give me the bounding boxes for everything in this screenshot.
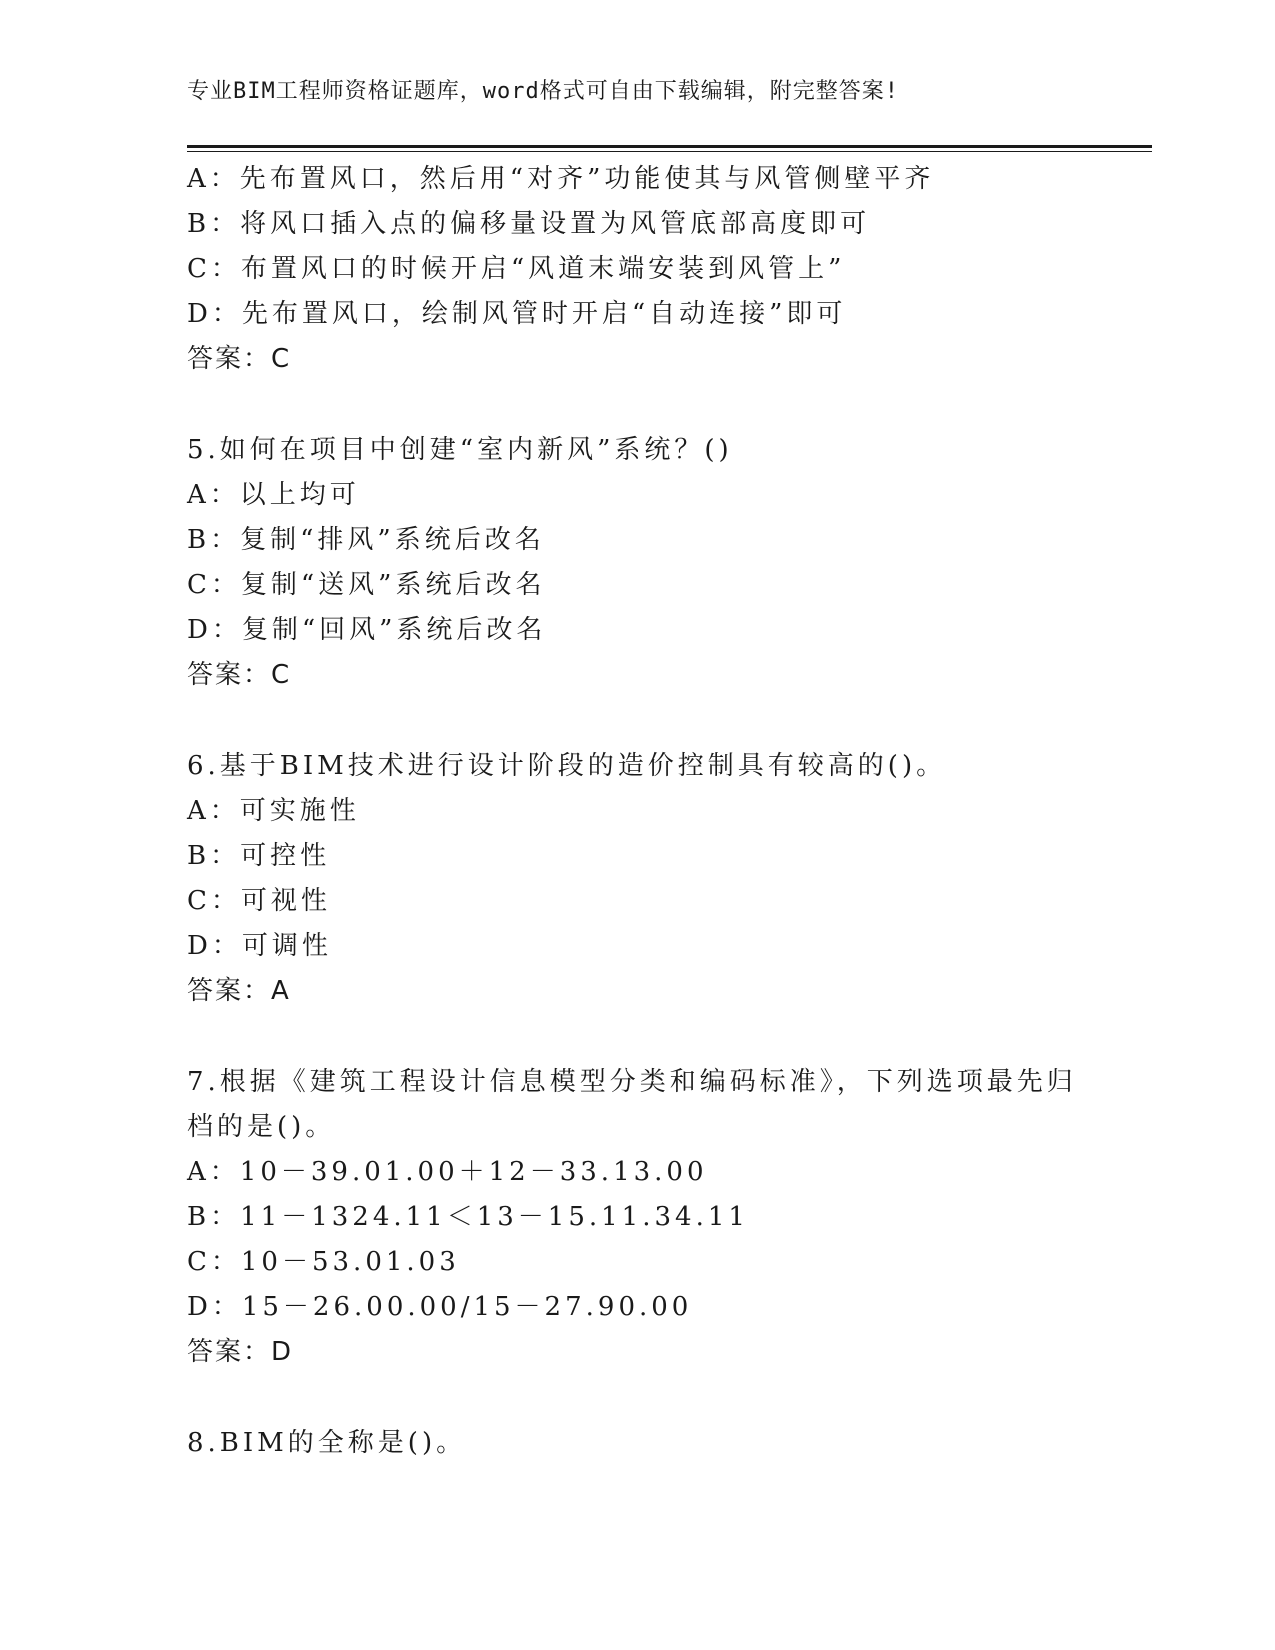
option-b: B：复制“排风”系统后改名 — [187, 525, 545, 555]
option-d: D：15－26.00.00/15－27.90.00 — [187, 1292, 693, 1322]
option-a: A：以上均可 — [187, 480, 360, 510]
answer: 答案：C — [187, 344, 292, 374]
page-header: 专业BIM工程师资格证题库，word格式可自由下载编辑，附完整答案! — [187, 79, 899, 104]
option-c: C：复制“送风”系统后改名 — [187, 570, 546, 600]
question-8 — [187, 1421, 1087, 1466]
option-a: A：10－39.01.00＋12－33.13.00 — [187, 1157, 708, 1187]
question-6 — [187, 744, 1087, 1014]
option-d: D：复制“回风”系统后改名 — [187, 615, 547, 645]
question-text: 5.如何在项目中创建“室内新风”系统？() — [187, 435, 733, 465]
header-rule-thin — [187, 151, 1152, 152]
question-text-line-2: 档的是()。 — [187, 1112, 336, 1142]
answer: 答案：C — [187, 660, 292, 690]
question-5 — [187, 428, 1087, 698]
option-c: C：可视性 — [187, 886, 331, 916]
option-a: A：可实施性 — [187, 796, 360, 826]
question-list — [187, 157, 1087, 1466]
option-d: D：先布置风口，绘制风管时开启“自动连接”即可 — [187, 299, 847, 329]
header-rule-thick — [187, 145, 1152, 148]
option-b: B：11－1324.11＜13－15.11.34.11 — [187, 1202, 749, 1232]
option-b: B：将风口插入点的偏移量设置为风管底部高度即可 — [187, 209, 871, 239]
answer: 答案：D — [187, 1337, 294, 1367]
question-7 — [187, 1060, 1087, 1375]
question-text: 8.BIM的全称是()。 — [187, 1428, 467, 1458]
option-b: B：可控性 — [187, 841, 331, 871]
question-text-line-1: 7.根据《建筑工程设计信息模型分类和编码标准》，下列选项最先归 — [187, 1067, 1077, 1097]
option-c: C：布置风口的时候开启“风道末端安装到风管上” — [187, 254, 846, 284]
option-c: C：10－53.01.03 — [187, 1247, 460, 1277]
option-a: A：先布置风口，然后用“对齐”功能使其与风管侧壁平齐 — [187, 164, 935, 194]
question-4 — [187, 157, 1087, 382]
option-d: D：可调性 — [187, 931, 332, 961]
question-text: 6.基于BIM技术进行设计阶段的造价控制具有较高的()。 — [187, 751, 947, 781]
answer: 答案：A — [187, 976, 291, 1006]
